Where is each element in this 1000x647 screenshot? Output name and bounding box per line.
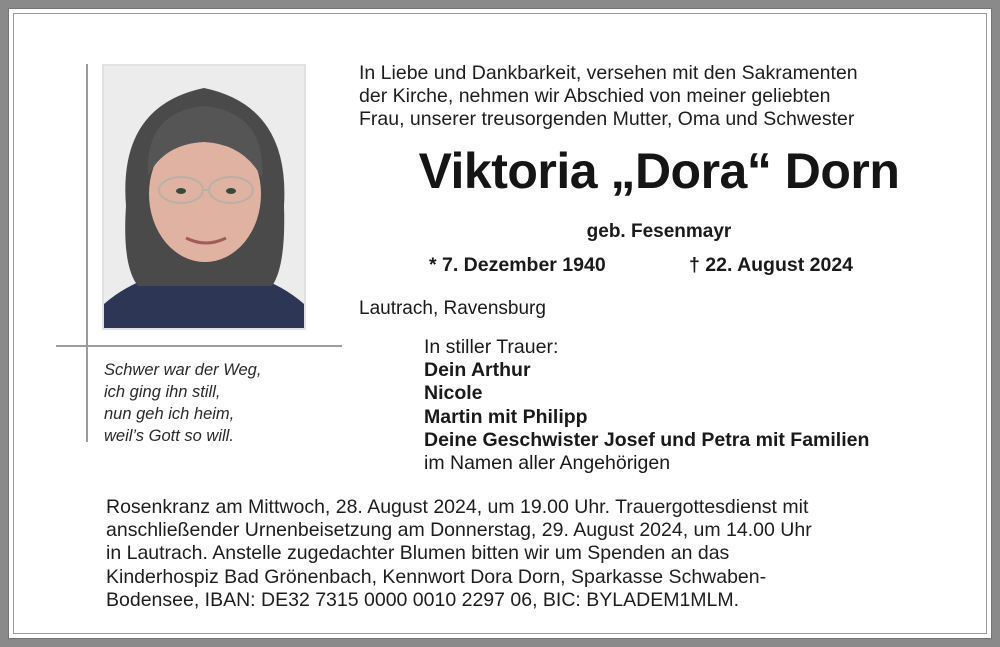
horizontal-cross-line (56, 345, 342, 347)
footer-line: in Lautrach. Anstelle zugedachter Blumen bitten wir um Spenden an das (106, 542, 730, 565)
footer-line: Bodensee, IBAN: DE32 7315 0000 0010 2297 06, BIC: BYLADEM1MLM. (106, 588, 740, 611)
mourners-closing: im Namen aller Angehörigen (424, 452, 671, 475)
intro-line: Frau, unserer treusorgenden Mutter, Oma und Schwester (359, 108, 855, 130)
poem-line: ich ging ihn still, (104, 383, 221, 401)
portrait-photo (102, 64, 306, 330)
intro-text (359, 62, 959, 131)
mourners-heading: In stiller Trauer: (424, 336, 559, 358)
deceased-name: Viktoria „Dora“ Dorn (418, 143, 900, 199)
maiden-name: geb. Fesenmayr (586, 221, 732, 242)
obituary-notice (8, 8, 992, 639)
mourner-name: Martin mit Philipp (424, 405, 588, 428)
mourner-name: Deine Geschwister Josef und Petra mit Familien (424, 428, 870, 451)
death-date: † 22. August 2024 (689, 254, 854, 276)
mourner-name: Nicole (424, 382, 483, 405)
poem-line: weil’s Gott so will. (104, 427, 234, 445)
poem-line: Schwer war der Weg, (104, 361, 262, 379)
birth-date: * 7. Dezember 1940 (429, 254, 606, 276)
poem-line: nun geh ich heim, (104, 405, 235, 423)
mourners-block (424, 336, 984, 475)
mourner-name: Dein Arthur (424, 359, 531, 382)
poem (104, 359, 334, 447)
service-details (106, 496, 986, 612)
intro-line: In Liebe und Dankbarkeit, versehen mit den Sakramenten (359, 62, 858, 84)
inner-border (13, 13, 987, 634)
footer-line: Rosenkranz am Mittwoch, 28. August 2024, um 19.00 Uhr. Trauergottesdienst mit (106, 496, 809, 518)
footer-line: Kinderhospiz Bad Grönenbach, Kennwort Dora Dorn, Sparkasse Schwaben- (106, 565, 767, 588)
life-dates (359, 252, 959, 278)
footer-line: anschließender Urnenbeisetzung am Donnerstag, 29. August 2024, um 14.00 Uhr (106, 519, 812, 542)
place: Lautrach, Ravensburg (359, 298, 546, 319)
vertical-cross-line (86, 64, 88, 442)
intro-line: der Kirche, nehmen wir Abschied von meiner geliebten (359, 85, 831, 107)
